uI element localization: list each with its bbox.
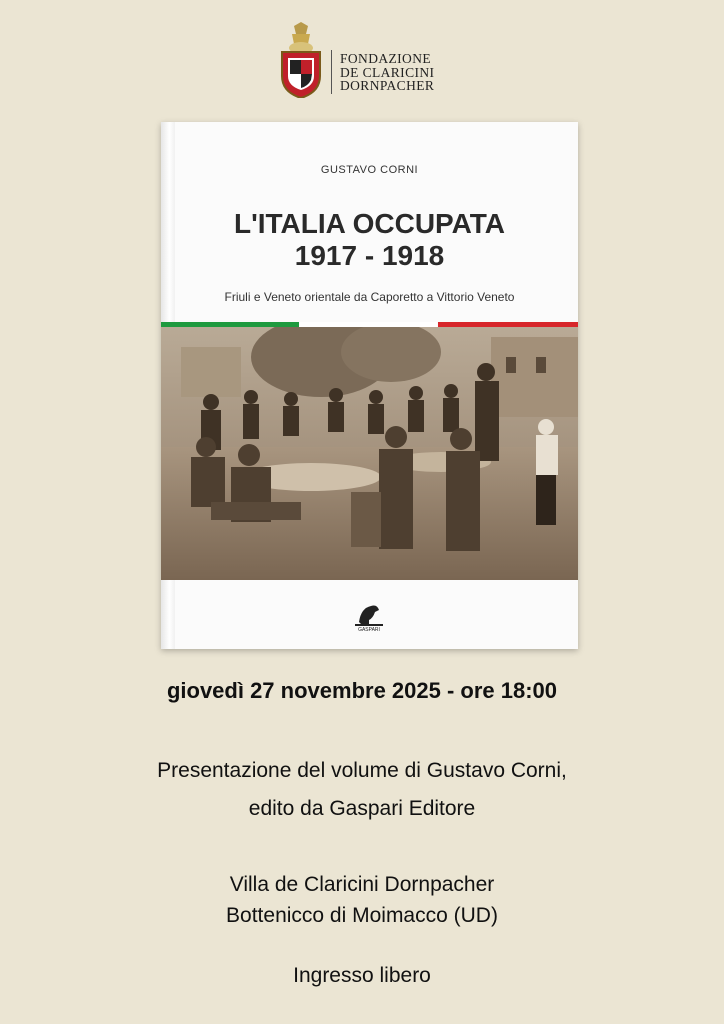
event-venue [0,869,724,931]
presentation-line1: Presentazione del volume di Gustavo Corni, [157,759,567,782]
publisher-logo-text: GASPARI [358,627,380,632]
book-title [161,208,578,272]
book-title-line2: 1917 - 1918 [294,240,445,271]
historical-photo [161,327,578,580]
foundation-name-line3: DORNPACHER [340,78,435,93]
book-author: GUSTAVO CORNI [320,164,419,176]
venue-line2: Bottenicco di Moimacco (UD) [226,904,498,927]
foundation-name-line1: FONDAZIONE [340,51,431,66]
entry-info: Ingresso libero [293,964,431,987]
coat-of-arms-icon [278,22,324,98]
foundation-name [340,52,434,93]
presentation-line2: edito da Gaspari Editore [248,797,476,820]
event-date: giovedì 27 novembre 2025 - ore 18:00 [166,678,558,703]
book-subtitle: Friuli e Veneto orientale da Caporetto a Vittorio Veneto [224,290,515,304]
book-title-line1: L'ITALIA OCCUPATA [233,208,506,239]
foundation-name-line2: DE CLARICINI [340,64,435,80]
book-cover [161,122,578,649]
publisher-logo-icon [351,600,387,632]
event-presentation [0,752,724,828]
venue-line1: Villa de Claricini Dornpacher [229,873,495,896]
logo-divider [331,50,332,94]
foundation-logo [278,22,458,98]
